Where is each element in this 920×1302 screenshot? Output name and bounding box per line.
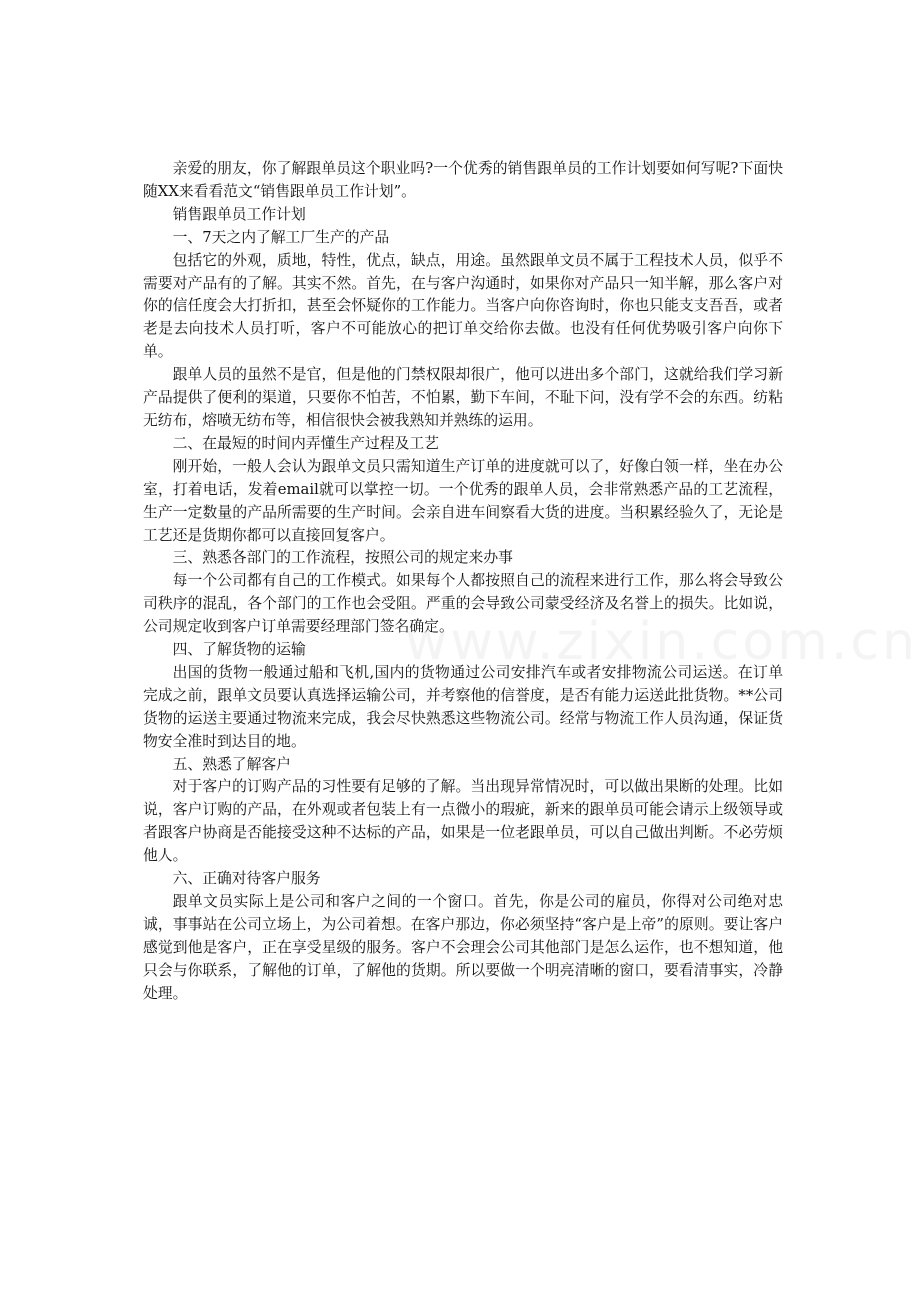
section-1-paragraph-1: 包括它的外观，质地，特性，优点，缺点，用途。虽然跟单文员不属于工程技术人员，似乎不需要对产品有的了解。其实不然。首先，在与客户沟通时，如果你对产品只一知半解，那么客户对你的信任度会大打折扣，甚至会怀疑你的工作能力。当客户向你咨询时，你也只能支支吾吾，或者老是去向技术人员打听，客户不可能放心的把订单交给你去做。也没有任何优势吸引客户向你下单。 bbox=[143, 251, 783, 361]
section-1-paragraph-2: 跟单人员的虽然不是官，但是他的门禁权限却很广，他可以进出多个部门，这就给我们学习新产品提供了便利的渠道，只要你不怕苦，不怕累，勤下车间，不耻下问，没有学不会的东西。纺粘无纺布，熔喷无纺布等，相信很快会被我熟知并熟练的运用。 bbox=[143, 366, 783, 429]
section-heading-6: 六、正确对待客户服务 bbox=[172, 870, 321, 888]
document-page bbox=[143, 158, 783, 1006]
section-heading-1: 一、7天之内了解工厂生产的产品 bbox=[172, 228, 390, 246]
section-4-paragraph-1: 出国的货物一般通过船和飞机,国内的货物通过公司安排汽车或者安排物流公司运送。在订单完成之前，跟单文员要认真选择运输公司，并考察他的信誉度，是否有能力运送此批货物。**公司货物的运送主要通过物流来完成，我会尽快熟悉这些物流公司。经常与物流工作人员沟通，保证货物安全准时到达目的地。 bbox=[143, 663, 783, 750]
section-6-paragraph-1: 跟单文员实际上是公司和客户之间的一个窗口。首先，你是公司的雇员，你得对公司绝对忠诚，事事站在公司立场上，为公司着想。在客户那边，你必须坚持“客户是上帝”的原则。要让客户感觉到他是客户，正在享受星级的服务。客户不会理会公司其他部门是怎么运作，也不想知道，他只会与你联系，了解他的订单，了解他的货期。所以要做一个明亮清晰的窗口，要看清事实，冷静处理。 bbox=[143, 893, 783, 1002]
section-heading-3: 三、熟悉各部门的工作流程，按照公司的规定来办事 bbox=[172, 549, 513, 567]
document-title: 销售跟单员工作计划 bbox=[172, 205, 306, 223]
section-2-paragraph-1: 刚开始，一般人会认为跟单文员只需知道生产订单的进度就可以了，好像白领一样，坐在办公室，打着电话，发着email就可以掌控一切。一个优秀的跟单人员，会非常熟悉产品的工艺流程，生产一定数量的产品所需要的生产时间。会亲自进车间察看大货的进度。当积累经验久了，无论是工艺还是货期你都可以直接回复客户。 bbox=[143, 457, 783, 544]
section-heading-5: 五、熟悉了解客户 bbox=[172, 755, 291, 773]
intro-paragraph: 亲爱的朋友，你了解跟单员这个职业吗?一个优秀的销售跟单员的工作计划要如何写呢?下面快随XX来看看范文“销售跟单员工作计划”。 bbox=[143, 160, 783, 200]
section-heading-4: 四、了解货物的运输 bbox=[172, 641, 306, 659]
section-heading-2: 二、在最短的时间内弄懂生产过程及工艺 bbox=[172, 434, 439, 452]
watermark: www.zixin.com.cn bbox=[405, 612, 918, 672]
section-5-paragraph-1: 对于客户的订购产品的习性要有足够的了解。当出现异常情况时，可以做出果断的处理。比如说，客户订购的产品，在外观或者包装上有一点微小的瑕疵，新来的跟单员可能会请示上级领导或者跟客户协商是否能接受这种不达标的产品，如果是一位老跟单员，可以自己做出判断。不必劳烦他人。 bbox=[143, 778, 783, 865]
section-3-paragraph-1: 每一个公司都有自己的工作模式。如果每个人都按照自己的流程来进行工作，那么将会导致公司秩序的混乱，各个部门的工作也会受阻。严重的会导致公司蒙受经济及名誉上的损失。比如说，公司规定收到客户订单需要经理部门签名确定。 bbox=[143, 572, 783, 636]
